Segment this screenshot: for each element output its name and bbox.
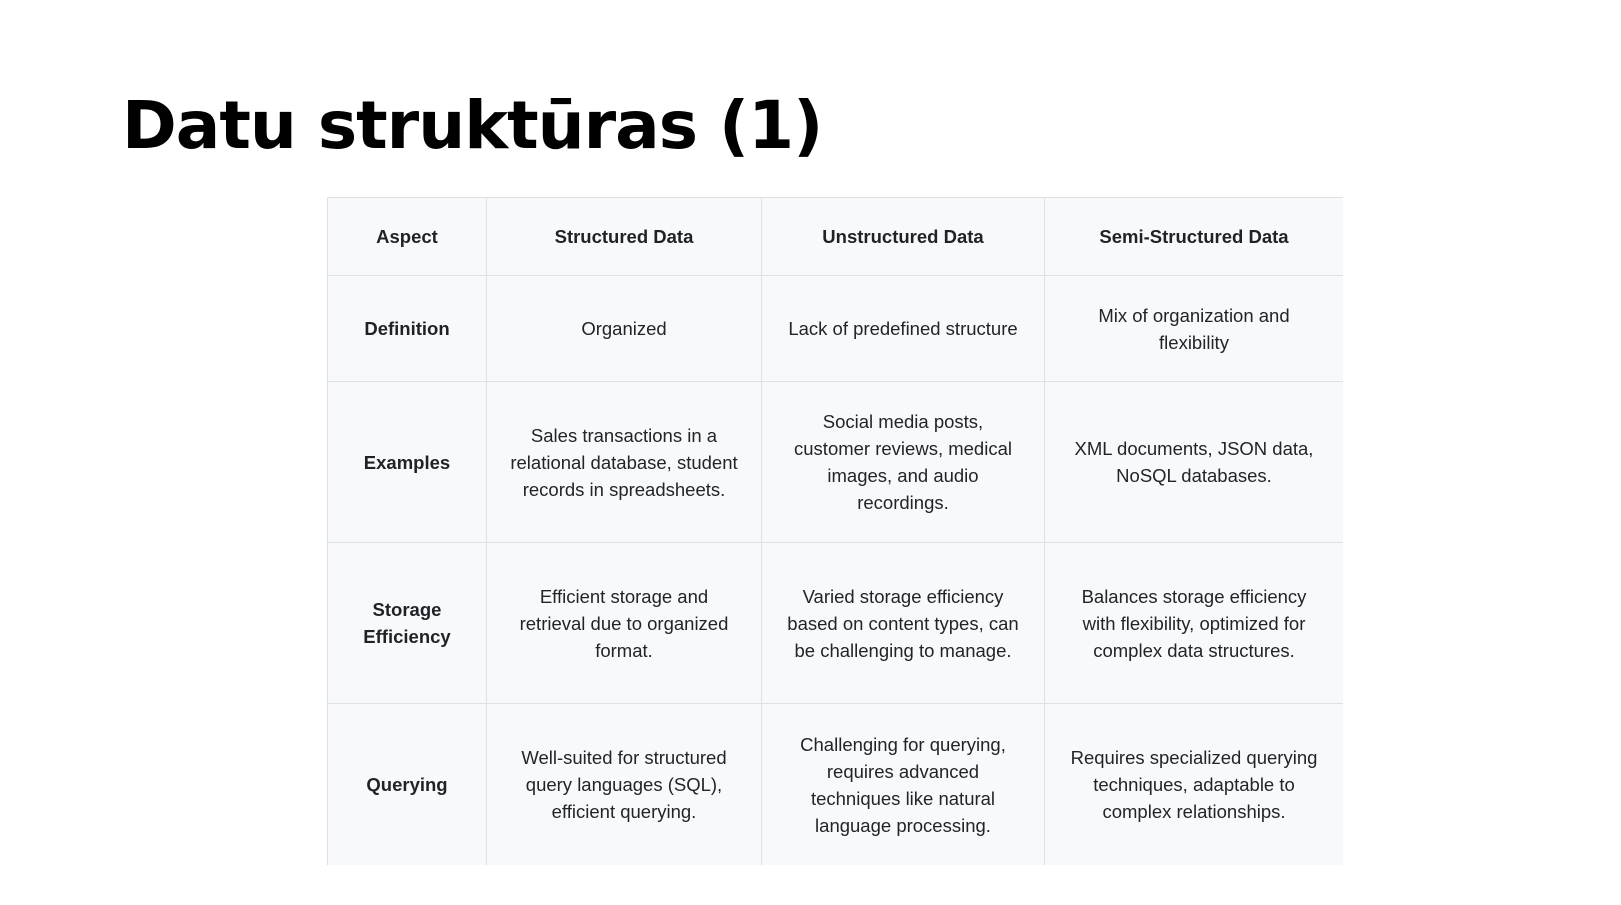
header-semi-structured-data: Semi-Structured Data (1045, 198, 1344, 276)
cell-querying-semi-structured: Requires specialized querying techniques, adaptable to complex relationships. (1045, 704, 1344, 866)
table-row-querying (328, 704, 1344, 866)
cell-querying-unstructured: Challenging for querying, requires advanced techniques like natural language processing. (762, 704, 1045, 866)
cell-definition-semi-structured: Mix of organization and flexibility (1045, 276, 1344, 382)
cell-examples-semi-structured: XML documents, JSON data, NoSQL databases. (1045, 382, 1344, 543)
cell-storage-structured: Efficient storage and retrieval due to organized format. (487, 543, 762, 704)
cell-storage-semi-structured: Balances storage efficiency with flexibility, optimized for complex data structures. (1045, 543, 1344, 704)
row-label-storage-efficiency: Storage Efficiency (328, 543, 487, 704)
header-unstructured-data: Unstructured Data (762, 198, 1045, 276)
comparison-table-container (327, 197, 1343, 865)
row-label-definition: Definition (328, 276, 487, 382)
slide-title: Datu struktūras (1) (122, 87, 823, 164)
row-label-examples: Examples (328, 382, 487, 543)
cell-storage-unstructured: Varied storage efficiency based on content types, can be challenging to manage. (762, 543, 1045, 704)
table-row-examples (328, 382, 1344, 543)
table-row-storage-efficiency (328, 543, 1344, 704)
cell-definition-structured: Organized (487, 276, 762, 382)
cell-querying-structured: Well-suited for structured query languages (SQL), efficient querying. (487, 704, 762, 866)
table-header-row (328, 198, 1344, 276)
header-structured-data: Structured Data (487, 198, 762, 276)
comparison-table (327, 197, 1343, 865)
cell-definition-unstructured: Lack of predefined structure (762, 276, 1045, 382)
cell-examples-unstructured: Social media posts, customer reviews, medical images, and audio recordings. (762, 382, 1045, 543)
cell-examples-structured: Sales transactions in a relational database, student records in spreadsheets. (487, 382, 762, 543)
table-row-definition (328, 276, 1344, 382)
header-aspect: Aspect (328, 198, 487, 276)
row-label-querying: Querying (328, 704, 487, 866)
